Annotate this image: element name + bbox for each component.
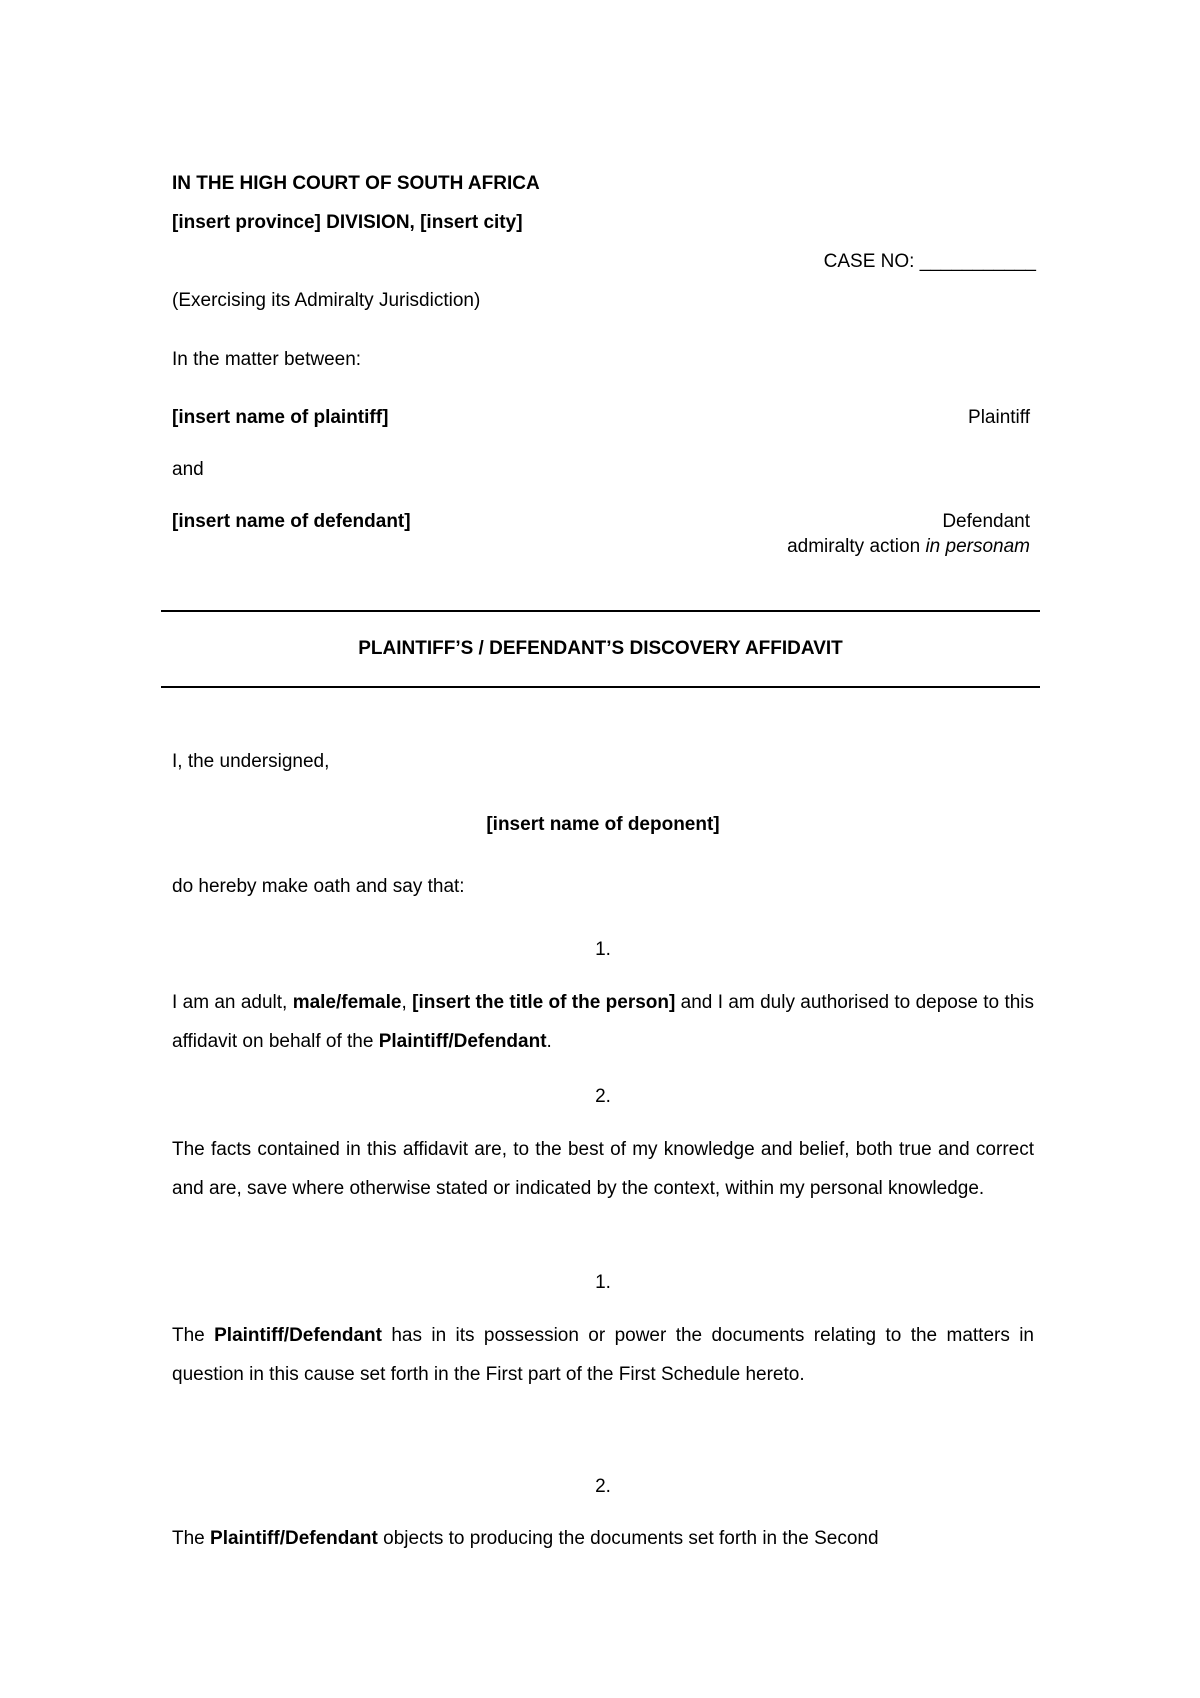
document-title: PLAINTIFF’S / DEFENDANT’S DISCOVERY AFFIDAVIT [358,638,843,659]
action-type-italic: in personam [925,536,1030,557]
section-number: 2. [595,1476,611,1497]
matter-between: In the matter between: [172,349,362,370]
title-rule-top [161,610,1040,612]
oath-line: do hereby make oath and say that: [172,876,465,897]
case-number-label: CASE NO: [823,251,915,272]
jurisdiction-note: (Exercising its Admiralty Jurisdiction) [172,290,481,311]
action-type [787,536,1030,558]
bold-run: male/female [292,992,402,1013]
case-number-value: ___________ [919,251,1036,272]
text-run: , [401,992,413,1013]
division-line: [insert province] DIVISION, [insert city] [172,212,523,233]
opening-line: I, the undersigned, [172,751,330,772]
text-run: I am an adult, [172,992,293,1013]
title-rule-bottom [161,686,1040,688]
defendant-role: Defendant [942,511,1030,532]
section-paragraph [172,983,1034,1061]
section-paragraph [172,1316,1034,1394]
case-number [824,251,1036,273]
section-number: 1. [595,1272,611,1293]
section-number: 2. [595,1086,611,1107]
section-number: 1. [595,939,611,960]
defendant-name: [insert name of defendant] [172,511,411,532]
plaintiff-name: [insert name of plaintiff] [172,407,389,428]
plaintiff-role: Plaintiff [968,407,1030,428]
deponent-name: [insert name of deponent] [486,814,720,835]
section-paragraph: The facts contained in this affidavit are, to the best of my knowledge and belief, both true and correct and are, save where otherwise stated or indicated by the context, within my personal knowledge. [172,1139,1034,1199]
section-paragraph [172,1519,1034,1558]
bold-run: Plaintiff/Defendant [210,1528,378,1549]
text-run: has in its possession or power the documents relating to the matters in question in this cause set forth in the First part of the First Schedule hereto. [172,1325,1034,1385]
bold-run: [insert the title of the person] [412,992,676,1013]
action-type-text: admiralty action [787,536,921,557]
bold-run: Plaintiff/Defendant [214,1325,382,1346]
text-run: and I am duly authorised to depose to this affidavit on behalf of the [172,992,1035,1052]
bold-run: Plaintiff/Defendant [378,1031,547,1052]
text-run: . [546,1031,552,1052]
court-name: IN THE HIGH COURT OF SOUTH AFRICA [172,173,540,194]
conjunction-and: and [172,459,204,480]
text-run: The [172,1528,211,1549]
text-run: The [172,1325,215,1346]
text-run: objects to producing the documents set forth in the Second [377,1528,879,1549]
